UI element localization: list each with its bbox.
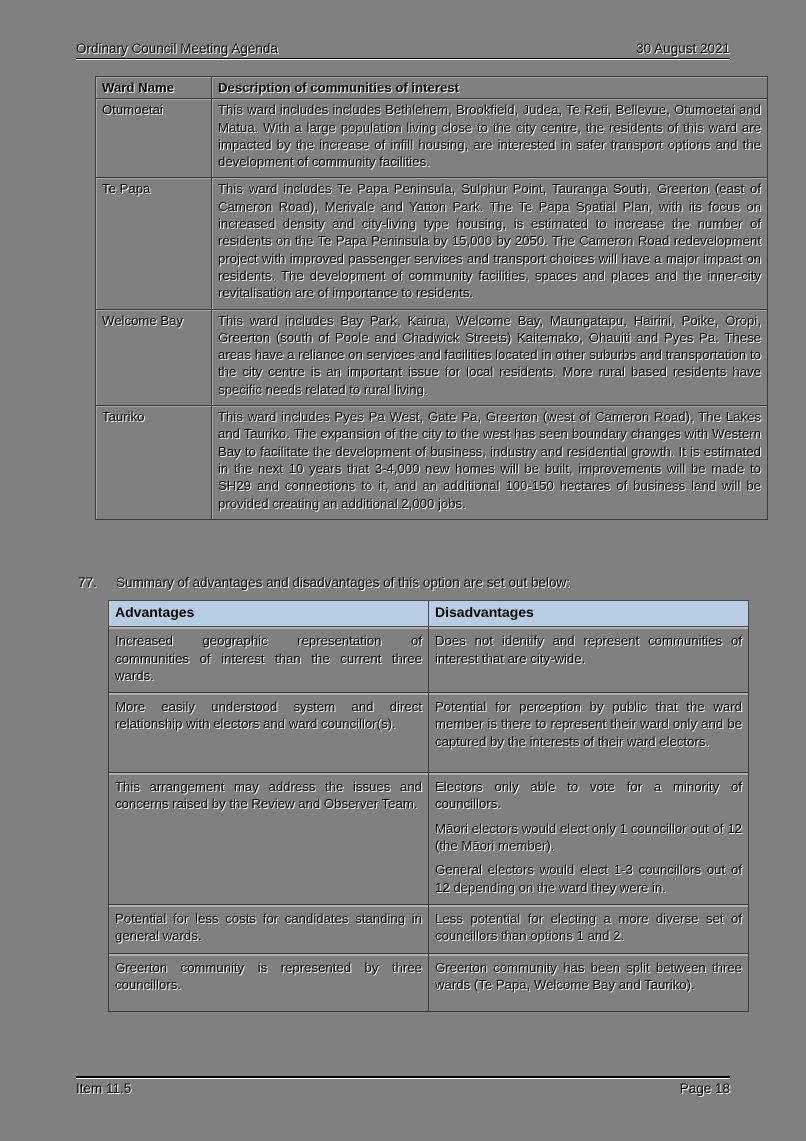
disadvantage-cell bbox=[429, 904, 749, 953]
advantage-cell bbox=[109, 693, 429, 773]
disadvantage-text: Less potential for electing a more diverse set of councillors than options 1 and 2. bbox=[435, 910, 742, 944]
ward-description-cell: This ward includes Pyes Pa West, Gate Pa, Greerton (west of Cameron Road), The Lakes and Tauriko. The expansion of the city to the west has seen boundary changes with Western Bay to facilitate the development of business, industry and residential growth. It is estimated in the next 10 years that 3-4,000 new homes will be built, improvements will be made to SH29 and connections to it, and an additional 100-150 hectares of business land will be provided creating an additional 2,000 jobs. bbox=[212, 406, 768, 520]
table-row bbox=[109, 904, 749, 953]
column-header-advantages: Advantages bbox=[109, 601, 429, 627]
ward-description-cell: This ward includes Te Papa Peninsula, Sulphur Point, Tauranga South, Greerton (east of Cameron Road), Merivale and Yatton Park. The Te Papa Spatial Plan, with its focus on increased density and city-living type housing, is estimated to increase the number of residents on the Te Papa Peninsula by 15,000 by 2050. The Cameron Road redevelopment project with improved passenger services and transport choices will have a major impact on residents. The development of community facilities, spaces and places and the inner-city revitalisation are of importance to residents. bbox=[212, 178, 768, 309]
table-row bbox=[109, 953, 749, 1011]
table-row bbox=[96, 99, 768, 178]
disadvantage-text: Māori electors would elect only 1 councillor out of 12 (the Māori member). bbox=[435, 820, 742, 854]
adv-table-header-row bbox=[109, 601, 749, 627]
advantage-text: Increased geographic representation of communities of interest than the current three wards. bbox=[115, 633, 422, 683]
advantage-cell bbox=[109, 773, 429, 905]
table-row bbox=[109, 693, 749, 773]
advantage-text: Greerton community is represented by three councillors. bbox=[115, 959, 422, 992]
document-title: Ordinary Council Meeting Agenda bbox=[76, 41, 278, 56]
advantage-text: Potential for less costs for candidates standing in general wards. bbox=[115, 910, 422, 944]
ward-description-cell: This ward includes Bay Park, Kairua, Welcome Bay, Maungatapu, Hairini, Poike, Oropi, Greerton (south of Poole and Chadwick Streets) Kaitemako, Ohauiti and Pyes Pa. These areas have a reliance on services and facilities located in other suburbs and transportation to the city centre is an important issue for local residents. More rural based residents have specific needs related to rural living. bbox=[212, 309, 768, 405]
advantage-text: This arrangement may address the issues and concerns raised by the Review and Observer Team. bbox=[115, 779, 422, 812]
disadvantage-cell bbox=[429, 693, 749, 773]
table-row bbox=[96, 406, 768, 520]
advantage-cell bbox=[109, 627, 429, 693]
ward-name-cell: Welcome Bay bbox=[96, 309, 212, 405]
column-header-ward-name: Ward Name bbox=[96, 77, 212, 99]
column-header-description: Description of communities of interest bbox=[212, 77, 768, 99]
ward-description-cell: This ward includes includes Bethlehem, Brookfield, Judea, Te Reti, Bellevue, Otumoetai and Matua. With a large population living close to the city centre, the residents of this ward are impacted by the increase of infill housing, are interested in safer transport options and the development of community facilities. bbox=[212, 99, 768, 178]
disadvantage-cell bbox=[429, 953, 749, 1011]
column-header-disadvantages: Disadvantages bbox=[429, 601, 749, 627]
disadvantage-text: General electors would elect 1-3 councillors out of 12 depending on the ward they were in. bbox=[435, 862, 742, 895]
disadvantage-cell bbox=[429, 627, 749, 693]
disadvantage-cell bbox=[429, 773, 749, 905]
agenda-item-number: Item 11.5 bbox=[76, 1081, 132, 1096]
disadvantage-text: Greerton community has been split between three wards (Te Papa, Welcome Bay and Tauriko). bbox=[435, 959, 742, 992]
table-row bbox=[96, 178, 768, 309]
table-row bbox=[96, 309, 768, 405]
disadvantage-text: Does not identify and represent communities of interest that are city-wide. bbox=[435, 633, 742, 666]
page-number: Page 18 bbox=[679, 1081, 730, 1096]
ward-name-cell: Otumoetai bbox=[96, 99, 212, 178]
meeting-date: 30 August 2021 bbox=[636, 41, 730, 56]
ward-table bbox=[95, 76, 768, 520]
ward-name-cell: Tauriko bbox=[96, 406, 212, 520]
paragraph-number: 77. bbox=[78, 575, 97, 590]
disadvantage-text: Potential for perception by public that the ward member is there to represent their ward only and be captured by the interests of their ward electors. bbox=[435, 699, 742, 749]
advantages-disadvantages-table bbox=[108, 600, 749, 1012]
ward-table-header-row bbox=[96, 77, 768, 99]
page-footer bbox=[76, 1076, 730, 1096]
advantage-text: More easily understood system and direct relationship with electors and ward councillor(s). bbox=[115, 699, 422, 732]
disadvantage-text: Electors only able to vote for a minority of councillors. bbox=[435, 779, 742, 812]
paragraph-text: Summary of advantages and disadvantages of this option are set out below: bbox=[116, 575, 571, 590]
ward-name-cell: Te Papa bbox=[96, 178, 212, 309]
advantage-cell bbox=[109, 904, 429, 953]
numbered-paragraph bbox=[78, 575, 570, 590]
table-row bbox=[109, 627, 749, 693]
table-row bbox=[109, 773, 749, 905]
page-header bbox=[76, 40, 730, 59]
advantage-cell bbox=[109, 953, 429, 1011]
